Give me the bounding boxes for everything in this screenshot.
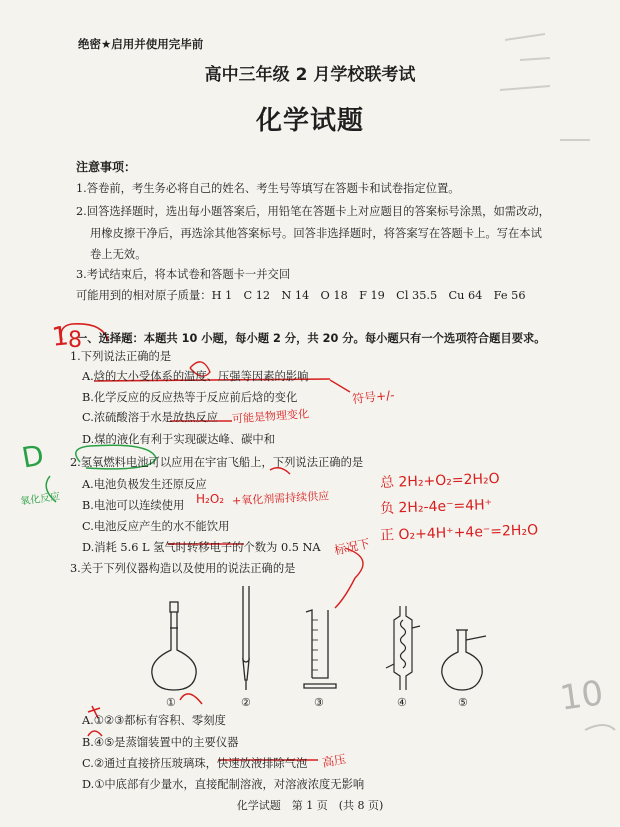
- note-ten: 10: [557, 673, 606, 719]
- note-physical-change: 可能是物理变化: [231, 407, 310, 426]
- question-2-option-b: B.电池可以连续使用: [82, 499, 185, 512]
- note-negative-electrode: 负 2H₂-4e⁻=4H⁺: [379, 497, 493, 517]
- burette-drawing: [243, 586, 249, 690]
- cylinder-ticks: [312, 620, 318, 670]
- confidential-notice: 绝密★启用并使用完毕前: [78, 37, 204, 51]
- question-3-option-c: C.②通过直接挤压玻璃珠，快速放液排除气泡: [82, 757, 308, 770]
- page-footer: 化学试题 第 1 页 (共 8 页): [236, 799, 384, 812]
- subject-title: 化学试题: [255, 106, 364, 136]
- question-1-stem: 1.下列说法正确的是: [70, 350, 172, 363]
- notice-item: 用橡皮擦干净后，再选涂其他答案标号。回答非选择题时，将答案写在答题卡上。写在本试: [90, 227, 542, 240]
- handwritten-score-1: 1: [50, 321, 71, 353]
- notice-item: 3.考试结束后，将本试卷和答题卡一并交回: [76, 268, 291, 281]
- notice-item: 2.回答选择题时，选出每小题答案后，用铅笔在答题卡上对应题目的答案标号涂黑，如需改动，: [76, 205, 550, 218]
- question-2-option-c: C.电池反应产生的水不能饮用: [82, 520, 230, 533]
- question-2-stem: 2.氢氧燃料电池可以应用在宇宙飞船上，下列说法正确的是: [70, 456, 364, 469]
- note-total-reaction: 总 2H₂+O₂=2H₂O: [379, 470, 500, 492]
- note-q2-answer: D: [19, 438, 47, 475]
- note-sign: 符号+/-: [351, 387, 396, 407]
- note-oxidizer: +氧化剂需持续供应: [231, 489, 330, 508]
- question-2-option-a: A.电池负极发生还原反应: [82, 478, 207, 491]
- graduated-cylinder-drawing: [304, 610, 336, 688]
- question-1-option-c: C.浓硫酸溶于水是放热反应: [82, 411, 219, 424]
- section-heading: 一、选择题：本题共 10 小题，每小题 2 分，共 20 分。每小题只有一个选项符合题目要求。: [76, 332, 546, 345]
- handwritten-score-8: 8: [68, 328, 82, 353]
- question-1-option-b: B.化学反应的反应热等于反应前后焓的变化: [82, 391, 298, 404]
- question-3-option-a: A.①②③都标有容积、零刻度: [82, 714, 226, 727]
- flask-label-5: ⑤: [458, 696, 468, 709]
- question-1-option-d: D.煤的液化有利于实现碳达峰、碳中和: [82, 433, 275, 446]
- atomic-mass-line: 可能用到的相对原子质量：H 1 C 12 N 14 O 18 F 19 Cl 35.5 Cu 64 Fe 56: [76, 289, 526, 302]
- note-positive-electrode: 正 O₂+4H⁺+4e⁻=2H₂O: [379, 522, 539, 544]
- burette-label-2: ②: [241, 696, 251, 709]
- note-fast: 高压: [321, 752, 348, 770]
- notice-item: 1.答卷前，考生务必将自己的姓名、考生号等填写在答题卡和试卷指定位置。: [76, 182, 460, 195]
- question-2-option-d: D.消耗 5.6 L 氢气时转移电子的个数为 0.5 NA: [82, 541, 321, 554]
- condenser-label-4: ④: [397, 696, 407, 709]
- condenser-drawing: [386, 606, 420, 690]
- question-3-option-b: B.④⑤是蒸馏装置中的主要仪器: [82, 736, 239, 749]
- question-3-stem: 3.关于下列仪器构造以及使用的说法正确的是: [70, 562, 296, 575]
- notice-item: 卷上无效。: [90, 248, 147, 261]
- note-standard-conditions: 标况下: [333, 536, 372, 558]
- distillation-flask-drawing: [442, 630, 486, 690]
- note-h2o2: H₂O₂: [196, 492, 225, 506]
- notice-heading: 注意事项：: [76, 160, 137, 174]
- question-1-option-a: A.焓的大小受体系的温度、压强等因素的影响: [82, 370, 309, 383]
- note-oxidation: 氧化反应: [19, 491, 61, 508]
- flask-label-1: ①: [166, 696, 176, 709]
- volumetric-flask-drawing: [152, 602, 196, 690]
- exam-title: 高中三年级 2 月学校联考试: [204, 65, 416, 85]
- question-3-option-d: D.①中底部有少量水，直接配制溶液，对溶液浓度无影响: [82, 778, 365, 791]
- cylinder-label-3: ③: [314, 696, 324, 709]
